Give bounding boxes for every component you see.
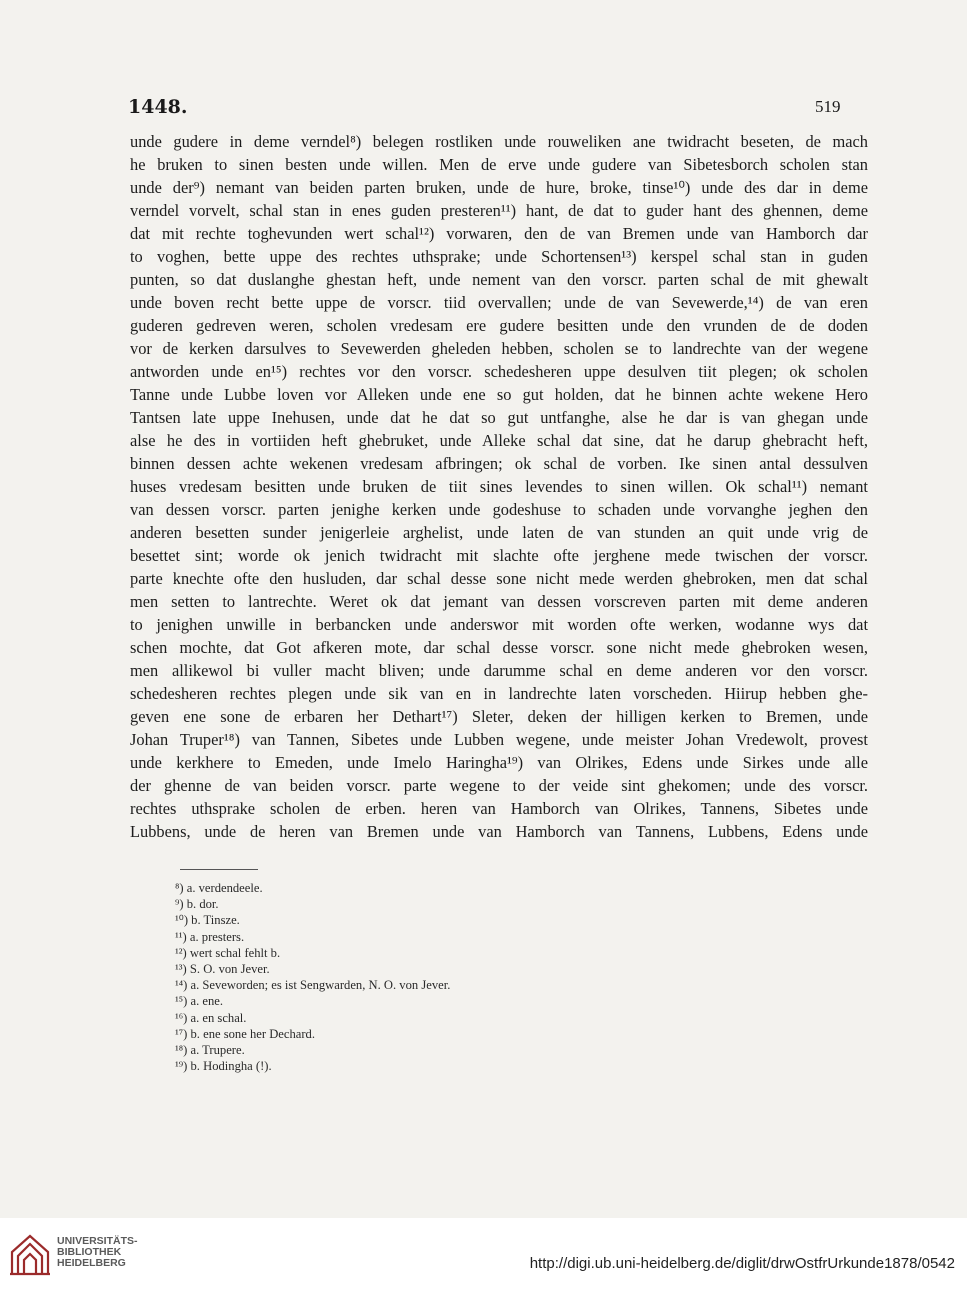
text-line: to voghen, bette uppe des rechtes uthsprake; unde Schortensen¹³) kerspel schal stan in guden (130, 247, 868, 266)
footnote: ¹³) S. O. von Jever. (175, 961, 270, 976)
text-line: alse he des in vortiiden heft ghebruket, unde Alleke schal dat sine, dat he darup ghebracht heft, (130, 431, 868, 450)
footnote: ¹⁰) b. Tinsze. (175, 913, 240, 928)
text-line: schedesheren rechtes plegen unde sik van en in landrechte laten vorscheden. Hiirup hebben ghe- (130, 684, 868, 703)
text-line: parte knechte ofte den husluden, dar schal desse sone nicht mede werden ghebroken, men dat schal (130, 569, 868, 588)
body-text (130, 130, 868, 843)
footnote: ¹⁶) a. en schal. (175, 1010, 247, 1025)
text-line: geven ene sone de erbaren her Dethart¹⁷) Sleter, deken der hilligen kerken to Bremen, unde (130, 707, 868, 726)
text-line: men setten to lantrechte. Weret ok dat jemant van dessen vorscreven parten mit deme anderen (130, 592, 868, 611)
text-line: punten, so dat duslanghe ghestan heft, unde nement van den vorscr. parten schal de mit ghewalt (130, 270, 868, 289)
source-url-link[interactable]: http://digi.ub.uni-heidelberg.de/diglit/drwOstfrUrkunde1878/0542 (529, 1255, 955, 1272)
text-line: verndel vorvelt, schal stan in enes guden presteren¹¹) hant, de dat to guder hant des ghennen, deme (130, 201, 868, 220)
text-line: Lubbens, unde de heren van Bremen unde van Hamborch van Tannens, Lubbens, Edens unde (130, 822, 868, 841)
text-line: binnen dessen achte wekenen vredesam afbringen; ok schal de vorben. Ike sinen antal dessulven (130, 454, 868, 473)
library-logo-icon (8, 1230, 52, 1282)
text-line: unde der⁹) nemant van beiden parten bruken, unde de hure, broke, tinse¹⁰) unde des dar in deme (130, 178, 868, 197)
library-name (57, 1236, 157, 1269)
text-line: unde boven recht bette uppe de vorscr. tiid overvallen; unde de van Sevewerde,¹⁴) de van eren (130, 293, 868, 312)
footnote: ¹⁷) b. ene sone her Dechard. (175, 1026, 315, 1041)
text-line: men allikewol bi vuller macht bliven; unde darumme schal en deme anderen vor den vorscr. (130, 661, 868, 680)
library-name-line: BIBLIOTHEK (57, 1246, 122, 1258)
text-line: huses vredesam besitten unde bruken de tiit sines levendes to sinen willen. Ok schal¹¹) nemant (130, 477, 868, 496)
text-line: anderen besetten sunder jenigerleie arghelist, unde laten de van stunden an quit unde vrig de (130, 523, 868, 542)
text-line: dat mit rechte toghevunden wert schal¹²) vorwaren, den de van Bremen unde van Hamborch dar (130, 224, 868, 243)
text-line: van dessen vorscr. parten jenighe kerken unde godeshuse to schaden unde vorvanghe jeghen den (130, 500, 868, 519)
text-line: rechtes uthsprake scholen de erben. heren van Hamborch van Olrikes, Tannens, Sibetes unde (130, 799, 868, 818)
text-line: unde kerkhere to Emeden, unde Imelo Haringha¹⁹) van Olrikes, Edens unde Sirkes unde alle (130, 753, 868, 772)
text-line: Tantsen late uppe Inehusen, unde dat he dat so gut untfanghe, alse he dar is van ghegan unde (130, 408, 868, 427)
footnote: ¹⁵) a. ene. (175, 994, 224, 1009)
text-line: Johan Truper¹⁸) van Tannen, Sibetes unde Lubben wegene, unde meister Johan Vredewolt, provest (130, 730, 868, 749)
footnote: ¹⁴) a. Seveworden; es ist Sengwarden, N. O. von Jever. (175, 978, 451, 993)
text-line: he bruken to sinen besten unde willen. Men de erve unde gudere van Sibetesborch scholen stan (130, 155, 868, 174)
footnotes (175, 880, 695, 1074)
footnote: ¹⁹) b. Hodingha (!). (175, 1059, 272, 1074)
text-line: schen mochte, dat Got afkeren mote, dar schal desse vorscr. sone nicht mede ghebroken wesen, (130, 638, 868, 657)
footnote: ¹²) wert schal fehlt b. (175, 945, 281, 960)
text-line: guderen gedreven weren, scholen vredesam ere gudere besitten unde den vrunden de de doden (130, 316, 868, 335)
footnote: ⁸) a. verdendeele. (175, 881, 263, 895)
text-line: unde gudere in deme verndel⁸) belegen rostliken unde rouweliken ane twidracht beseten, de mach (130, 132, 868, 151)
page-number: 519 (815, 97, 841, 116)
text-line: Tanne unde Lubbe loven vor Alleken unde ene so gut holden, dat he binnen achte wekene Hero (130, 385, 868, 404)
text-line: antworden unde en¹⁵) rechtes vor den vorscr. schedesheren uppe desulven tiit plegen; ok scholen (130, 362, 868, 381)
running-header-year: 1448. (128, 96, 188, 118)
text-line: der ghenne de van beiden vorscr. parte wegene to der veide sint ghekomen; unde des vorscr. (130, 776, 868, 795)
footnote: ⁹) b. dor. (175, 897, 219, 912)
text-line: vor de kerken darsulves to Sevewerden gheleden hebben, scholen se to landrechte van der wegene (130, 339, 868, 358)
footnote: ¹⁸) a. Trupere. (175, 1042, 245, 1057)
library-name-line: UNIVERSITÄTS- (57, 1235, 138, 1247)
footnote-divider (180, 869, 258, 870)
footnote: ¹¹) a. presters. (175, 929, 245, 944)
library-name-line: HEIDELBERG (57, 1257, 126, 1269)
text-line: to jenighen unwille in berbancken unde anderswor mit worden ofte werken, wodanne wys dat (130, 615, 868, 634)
text-line: besettet sint; worde ok jenich twidracht mit slachte ofte jerghene mede twischen der vorscr. (130, 546, 868, 565)
